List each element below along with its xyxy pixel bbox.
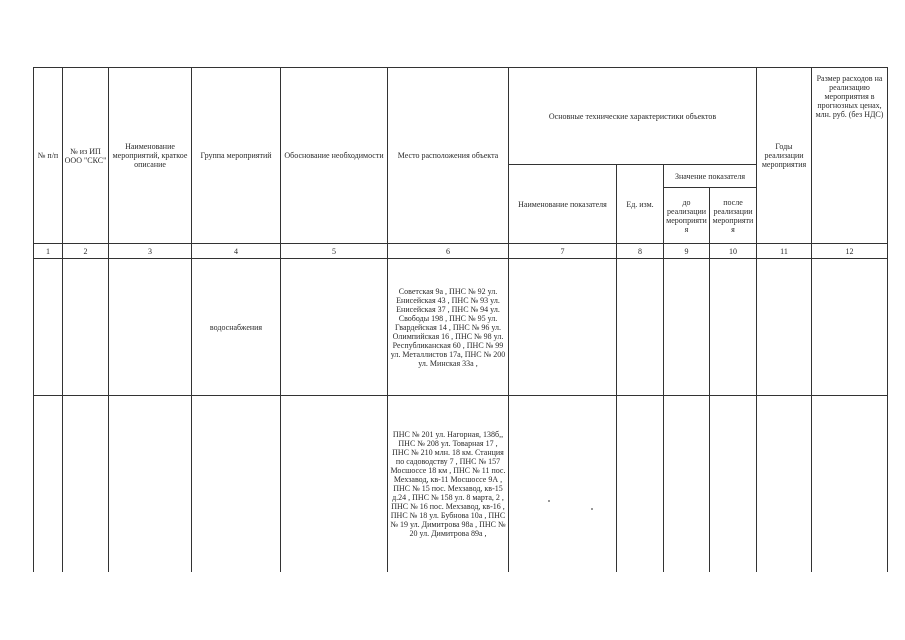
col-number: 12	[812, 244, 888, 259]
header-num: № п/п	[34, 68, 63, 244]
cell-indicator-name	[509, 396, 617, 573]
scan-speck	[591, 508, 593, 510]
header-row	[34, 68, 888, 165]
cell-measure-group: водоснабжения	[192, 259, 281, 396]
cell-ip-number	[63, 259, 109, 396]
cell-location: ПНС № 201 ул. Нагорная, 138б,, ПНС № 208 ул. Товарная 17 , ПНС № 210 млн. 18 км. Станция по садоводству 7 , ПНС № 157 Мосшоссе 18 км , ПНС № 11 пос. Мехзавод, кв-11 Мосшоссе 9А , ПНС № 15 пос. Мехзавод, кв-15 д.24 , ПНС № 158 ул. 8 марта, 2 , ПНС № 16 пос. Мехзавод, кв-16 , ПНС № 18 ул. Бубнова 10а , ПНС № 19 ул. Димитрова 98а , ПНС № 20 ул. Димитрова 89а ,	[388, 396, 509, 573]
scan-speck	[548, 500, 550, 502]
header-costs: Размер расходов на реализацию мероприятия в прогнозных ценах, млн. руб. (без НДС)	[812, 68, 888, 244]
col-number: 6	[388, 244, 509, 259]
header-unit: Ед. изм.	[617, 165, 664, 244]
cell-years	[757, 396, 812, 573]
header-measure-group: Группа мероприятий	[192, 68, 281, 244]
col-number: 4	[192, 244, 281, 259]
header-before: до реализации мероприятия	[664, 188, 710, 244]
col-number: 10	[710, 244, 757, 259]
header-measure-name: Наименование мероприятий, краткое описание	[109, 68, 192, 244]
cell-indicator-name	[509, 259, 617, 396]
column-number-row	[34, 244, 888, 259]
cell-measure-name	[109, 259, 192, 396]
cell-num	[34, 259, 63, 396]
cell-unit	[617, 396, 664, 573]
header-after: после реализации мероприятия	[710, 188, 757, 244]
cell-measure-name	[109, 396, 192, 573]
measures-table	[33, 67, 888, 572]
cell-ip-number	[63, 396, 109, 573]
cell-location: Советская 9а , ПНС № 92 ул. Енисейская 43 , ПНС № 93 ул. Енисейская 37 , ПНС № 94 ул. Свободы 198 , ПНС № 95 ул. Гвардейская 14 , ПНС № 96 ул. Олимпийская 16 , ПНС № 98 ул. Республиканская 60 , ПНС № 99 ул. Металлистов 17а, ПНС № 200 ул. Минская 33а ,	[388, 259, 509, 396]
cell-after	[710, 259, 757, 396]
cell-justification	[281, 396, 388, 573]
cell-costs	[812, 259, 888, 396]
col-number: 5	[281, 244, 388, 259]
col-number: 2	[63, 244, 109, 259]
header-ip-number: № из ИП ООО "СКС"	[63, 68, 109, 244]
header-location: Место расположения объекта	[388, 68, 509, 244]
col-number: 3	[109, 244, 192, 259]
col-number: 8	[617, 244, 664, 259]
table-row	[34, 259, 888, 396]
header-justification: Обоснование необходимости	[281, 68, 388, 244]
col-number: 7	[509, 244, 617, 259]
cell-before	[664, 396, 710, 573]
cell-unit	[617, 259, 664, 396]
cell-measure-group	[192, 396, 281, 573]
header-years: Годы реализации мероприятия	[757, 68, 812, 244]
header-tech-characteristics: Основные технические характеристики объектов	[509, 68, 757, 165]
cell-years	[757, 259, 812, 396]
table-row	[34, 396, 888, 573]
col-number: 9	[664, 244, 710, 259]
col-number: 11	[757, 244, 812, 259]
header-indicator-value: Значение показателя	[664, 165, 757, 188]
header-indicator-name: Наименование показателя	[509, 165, 617, 244]
cell-costs	[812, 396, 888, 573]
col-number: 1	[34, 244, 63, 259]
cell-before	[664, 259, 710, 396]
cell-justification	[281, 259, 388, 396]
cell-after	[710, 396, 757, 573]
cell-num	[34, 396, 63, 573]
